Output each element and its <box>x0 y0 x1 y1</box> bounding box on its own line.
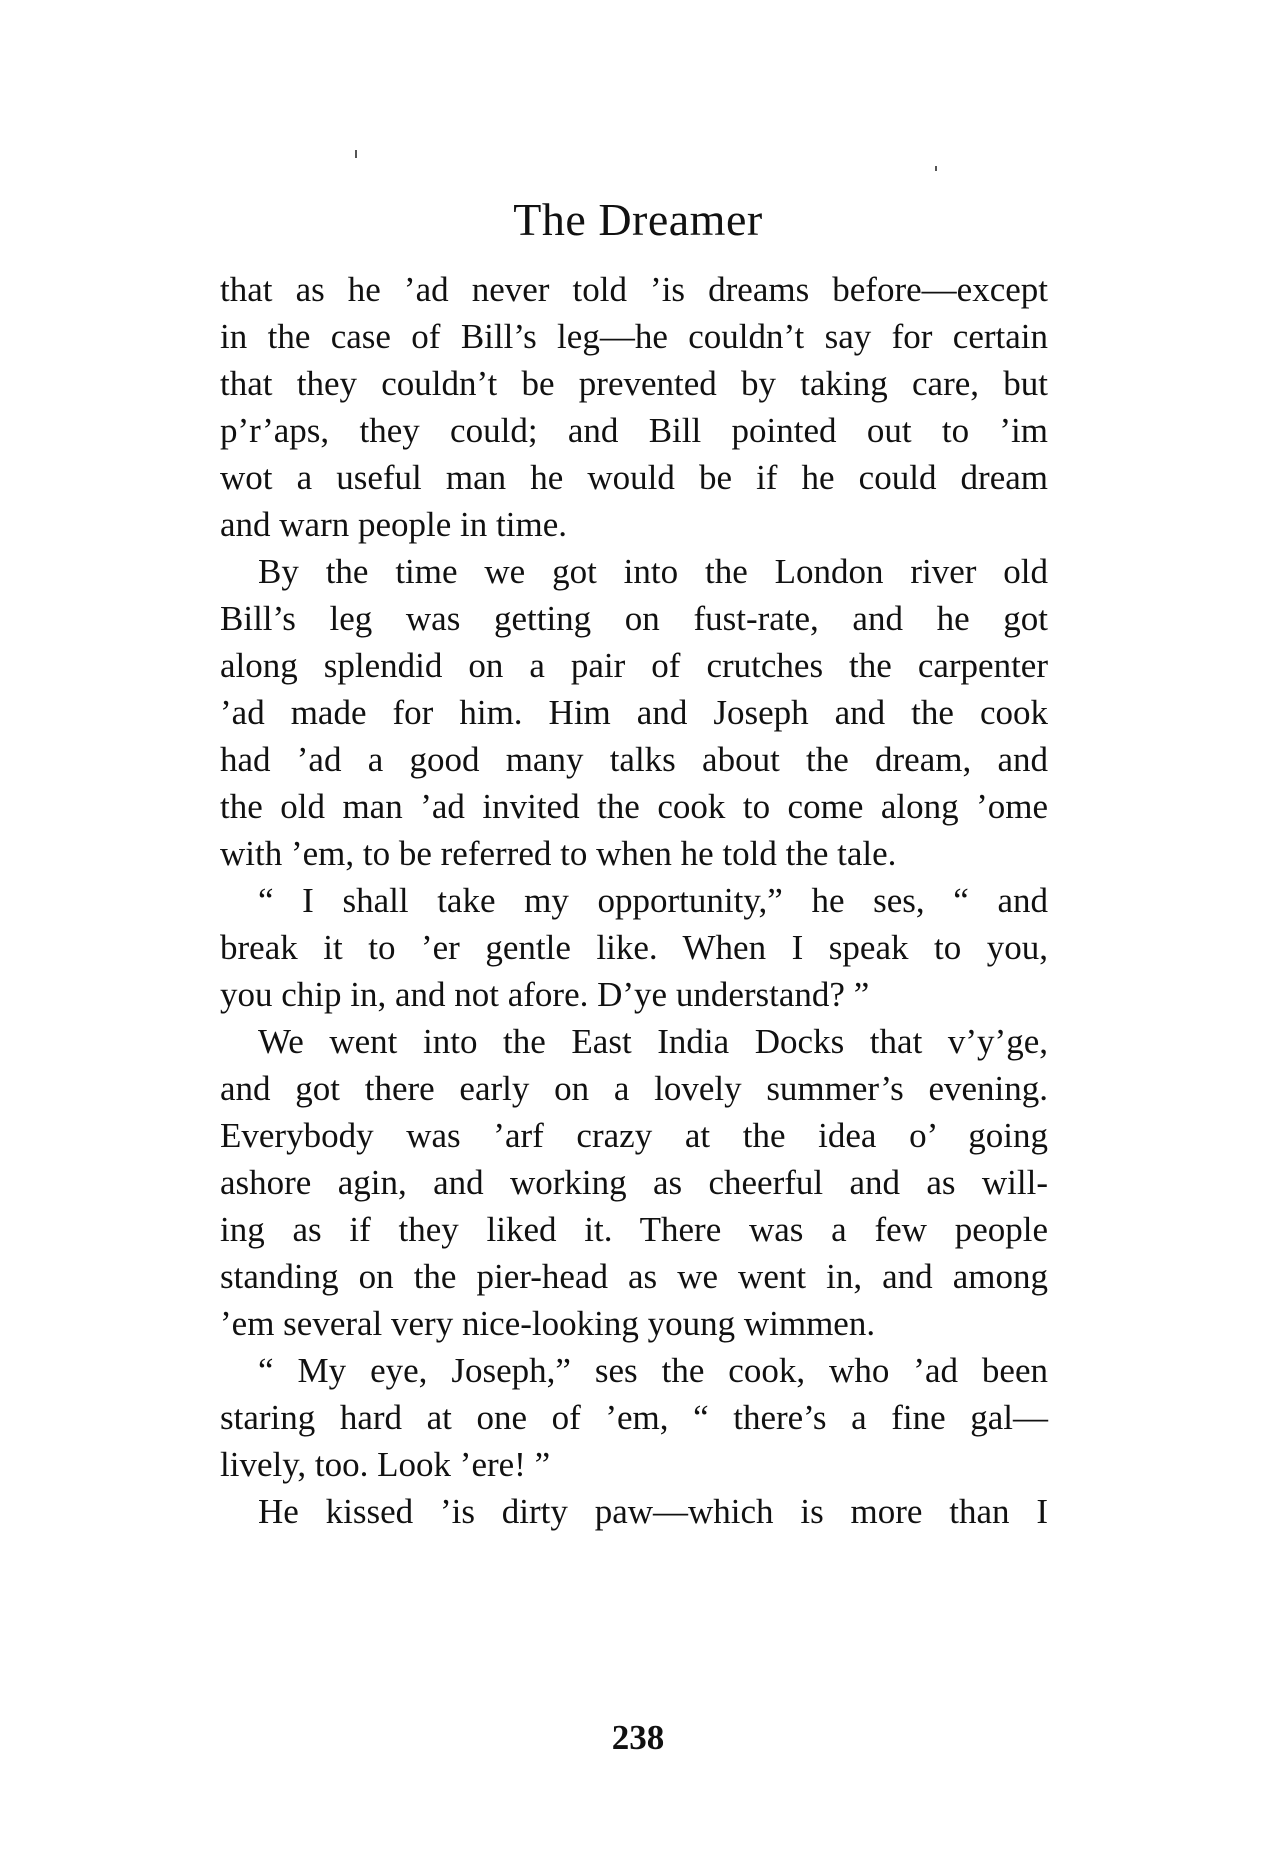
text-line: We went into the East India Docks that v’y’ge, <box>258 1022 1048 1061</box>
text-line: in the case of Bill’s leg—he couldn’t say for certain <box>220 317 1048 356</box>
text-line: By the time we got into the London river old <box>258 552 1048 591</box>
text-line: He kissed ’is dirty paw—which is more than I <box>258 1492 1048 1531</box>
text-line: ’ad made for him. Him and Joseph and the cook <box>220 693 1048 732</box>
text-line: “ I shall take my opportunity,” he ses, “ and <box>258 881 1048 920</box>
page-number: 238 <box>611 1718 665 1757</box>
text-line: with ’em, to be referred to when he told the tale. <box>220 834 897 873</box>
text-line: p’r’aps, they could; and Bill pointed out to ’im <box>220 411 1048 450</box>
text-line: and warn people in time. <box>220 505 567 544</box>
text-line: along splendid on a pair of crutches the carpenter <box>220 646 1048 685</box>
text-line: you chip in, and not afore. D’ye understand? ” <box>220 975 870 1014</box>
text-line: the old man ’ad invited the cook to come along ’ome <box>220 787 1048 826</box>
text-line: ashore agin, and working as cheerful and as will- <box>220 1163 1048 1202</box>
text-line: wot a useful man he would be if he could dream <box>220 458 1048 497</box>
text-line: “ My eye, Joseph,” ses the cook, who ’ad been <box>258 1351 1048 1390</box>
running-head: The Dreamer <box>513 194 763 245</box>
text-line: had ’ad a good many talks about the dream, and <box>220 740 1048 779</box>
text-line: staring hard at one of ’em, “ there’s a fine gal— <box>220 1398 1048 1437</box>
text-line: standing on the pier-head as we went in, and among <box>220 1257 1048 1296</box>
text-line: that they couldn’t be prevented by taking care, but <box>220 364 1048 403</box>
text-line: Bill’s leg was getting on fust-rate, and he got <box>220 599 1048 638</box>
print-speck <box>935 166 937 171</box>
text-line: ’em several very nice-looking young wimmen. <box>220 1304 876 1343</box>
text-line: break it to ’er gentle like. When I speak to you, <box>220 928 1048 967</box>
text-line: that as he ’ad never told ’is dreams before—except <box>220 270 1048 309</box>
body-text <box>220 266 1048 1535</box>
print-speck <box>355 150 357 158</box>
text-line: lively, too. Look ’ere! ” <box>220 1445 551 1484</box>
text-line: and got there early on a lovely summer’s evening. <box>220 1069 1048 1108</box>
text-line: Everybody was ’arf crazy at the idea o’ going <box>220 1116 1048 1155</box>
text-line: ing as if they liked it. There was a few people <box>220 1210 1048 1249</box>
